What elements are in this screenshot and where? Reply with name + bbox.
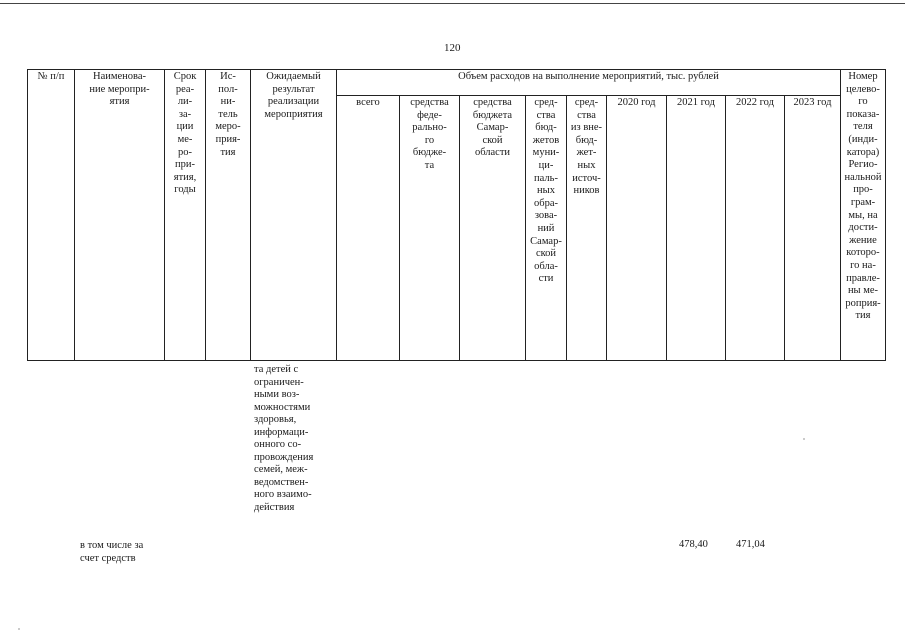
subheader-2022: 2022 год xyxy=(726,96,785,361)
header-term: Срок реа- ли- за- ции ме- ро- при- ятия, годы xyxy=(165,70,206,361)
value-2021: 478,40 xyxy=(679,539,708,550)
header-result: Ожидаемый результат реализации мероприятия xyxy=(251,70,337,361)
subheader-total: всего xyxy=(337,96,400,361)
subheader-federal: средства феде- рально- го бюдже- та xyxy=(400,96,460,361)
scan-speck xyxy=(18,628,20,630)
header-indicator: Номер целево- го показа- теля (инди- катора) Регио- нальной про- грам- мы, на дости- жение которо- го на- правле- ны ме- роприя- тия xyxy=(841,70,886,361)
subheader-municipal: сред- ства бюд- жетов муни- ци- паль- ных обра- зова- ний Самар- ской обла- сти xyxy=(526,96,567,361)
top-rule xyxy=(0,3,905,4)
result-continuation-text: та детей с ограничен- ными воз- можностями здоровья, информаци- онного со- провождения семей, меж- ведомствен- ного взаимо- действия xyxy=(254,364,314,513)
header-number: № п/п xyxy=(28,70,75,361)
header-executor: Ис- пол- ни- тель меро- прия- тия xyxy=(206,70,251,361)
header-expenses: Объем расходов на выполнение мероприятий, тыс. рублей xyxy=(337,70,841,96)
header-name: Наименова- ние меропри- ятия xyxy=(75,70,165,361)
scan-speck xyxy=(803,438,805,440)
subheader-offbudget: сред- ства из вне- бюд- жет- ных источ- ников xyxy=(567,96,607,361)
subheader-2021: 2021 год xyxy=(667,96,726,361)
value-2022: 471,04 xyxy=(736,539,765,550)
subheader-regional: средства бюджета Самар- ской области xyxy=(460,96,526,361)
page-number: 120 xyxy=(444,42,461,54)
row-note: в том числе за счет средств xyxy=(80,540,144,564)
subheader-2020: 2020 год xyxy=(607,96,667,361)
subheader-2023: 2023 год xyxy=(785,96,841,361)
expenses-table xyxy=(27,69,886,361)
header-row xyxy=(28,70,886,96)
